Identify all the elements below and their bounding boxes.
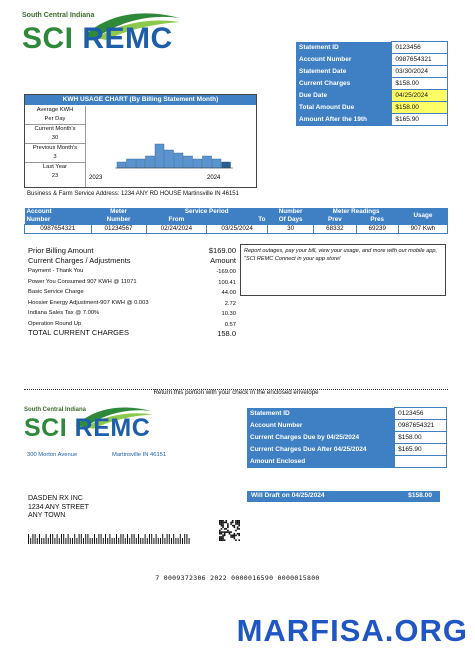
customer-city: ANY TOWN — [28, 512, 66, 519]
usage-bar — [127, 159, 136, 168]
charge-item-label: Indiana Sales Tax @ 7.00% — [28, 310, 100, 316]
customer-address — [28, 495, 89, 521]
remit-label: Current Charges Due After 04/25/2024 — [247, 444, 395, 456]
row-meter: 01234567 — [91, 225, 146, 234]
remit-value: 0987654321 — [395, 420, 447, 432]
current-month-value: 30 — [25, 134, 85, 144]
charge-item-label: Power You Consumed 907 KWH @ 11071 — [28, 278, 137, 285]
summary-label: Due Date — [296, 90, 392, 102]
remit-label: Statement ID — [247, 408, 395, 420]
usage-bar — [203, 156, 212, 168]
table-row — [247, 444, 447, 456]
remit-value: $158.00 — [395, 432, 447, 444]
remit-label: Amount Enclosed — [247, 456, 395, 468]
col-to: To — [207, 216, 268, 225]
col-meter-readings: Meter Readings — [314, 208, 399, 216]
logo-brand — [22, 24, 173, 54]
row-days: 30 — [267, 225, 313, 234]
amount-enclosed-field[interactable] — [395, 456, 447, 468]
table-row — [247, 420, 447, 432]
usage-bar — [155, 144, 164, 168]
app-notice — [240, 244, 446, 296]
service-table-wrap — [24, 208, 448, 234]
col-number: Number — [267, 208, 313, 216]
row-from: 02/24/2024 — [146, 225, 207, 234]
service-address: Business & Farm Service Address: 1234 ANY RD HOUSE Martinsville IN 46151 — [27, 191, 239, 197]
remit-logo-region: South Central Indiana — [24, 407, 87, 413]
charge-item-amount: 44.00 — [221, 290, 236, 296]
summary-label: Account Number — [296, 54, 392, 66]
remit-summary — [247, 407, 447, 468]
remit-address-city: Martinsville IN 46151 — [112, 452, 167, 458]
logo-brand-left: SCI — [22, 22, 74, 55]
prior-billing-amount: $169.00 — [208, 246, 236, 255]
charge-item-amount: 10.30 — [221, 311, 236, 317]
remit-label: Account Number — [247, 420, 395, 432]
previous-month-value: 3 — [25, 153, 85, 163]
summary-label: Amount After the 19th — [296, 114, 392, 126]
app-notice-text: Report outages, pay your bill, view your usage, and more with our mobile app, "SCI REMC Connect in your app store! — [244, 248, 438, 262]
company-logo — [22, 8, 182, 58]
service-table — [24, 208, 448, 234]
prior-billing-label: Prior Billing Amount — [28, 246, 94, 255]
row-usage: 907 Kwh — [398, 225, 447, 234]
col-from: From — [146, 216, 207, 225]
summary-label: Current Charges — [296, 78, 392, 90]
customer-street: 1234 ANY STREET — [28, 503, 89, 511]
charge-item-amount: 100.41 — [218, 279, 236, 286]
remit-brand-right: REMC — [74, 414, 151, 442]
usage-x-start-label: 2023 — [89, 175, 103, 181]
draft-amount: $158.00 — [408, 492, 432, 499]
summary-value: 0123456 — [392, 42, 448, 54]
charge-item-label: Operation Round Up — [28, 320, 82, 327]
total-charges-amount: 158.0 — [217, 329, 236, 338]
col-pres: Pres — [356, 216, 398, 225]
row-prev: 68332 — [314, 225, 356, 234]
usage-bar-chart — [87, 106, 255, 186]
summary-label: Statement Date — [296, 66, 392, 78]
return-instruction: Return this portion with your check in the enclosed envelope — [153, 389, 319, 396]
usage-bar — [117, 162, 126, 168]
row-to: 03/25/2024 — [207, 225, 268, 234]
table-row — [296, 114, 448, 126]
remit-value: 0123456 — [395, 408, 447, 420]
usage-bar — [184, 156, 193, 168]
table-row — [247, 432, 447, 444]
charge-item-amount: 2.72 — [224, 300, 236, 307]
draft-label: Will Draft on 04/25/2024 — [251, 492, 325, 499]
usage-bar — [136, 159, 145, 168]
usage-bar — [174, 153, 183, 168]
usage-x-end-label: 2024 — [207, 175, 221, 181]
usage-bar — [222, 162, 231, 168]
charge-item-amount: 0.57 — [224, 321, 236, 328]
previous-month-label: Previous Month's — [32, 145, 78, 151]
col-meter: Meter — [91, 208, 146, 216]
remit-logo-brand — [24, 416, 150, 441]
table-row — [296, 90, 448, 102]
summary-value: 03/30/2024 — [392, 66, 448, 78]
remit-address-street: 300 Morton Avenue — [27, 452, 78, 458]
charge-item-label: Hoosier Energy Adjustment-907 KWH @ 0.003 — [28, 299, 149, 306]
col-prev: Prev — [314, 216, 356, 225]
usage-chart-title: KWH USAGE CHART (By Billing Statement Month) — [25, 95, 256, 105]
summary-value: $158.00 — [392, 102, 448, 114]
draft-banner — [247, 491, 440, 502]
amount-header: Amount — [210, 256, 236, 265]
charge-item-amount: -169.00 — [216, 269, 236, 275]
usage-bar — [193, 159, 202, 168]
avg-kwh-sublabel: Per Day — [25, 115, 85, 125]
last-year-label: Last Year — [42, 164, 68, 170]
total-charges-label: TOTAL CURRENT CHARGES — [28, 328, 129, 337]
table-row — [296, 102, 448, 114]
current-month-label: Current Month's — [34, 126, 76, 132]
usage-chart-box — [24, 94, 257, 188]
table-row — [247, 408, 447, 420]
usage-chart-stats — [25, 106, 86, 187]
remit-value: $165.90 — [395, 444, 447, 456]
postal-barcode — [28, 534, 193, 544]
row-account: 0987654321 — [25, 225, 92, 234]
col-account: Account — [25, 208, 92, 216]
avg-kwh-label: Average KWH — [36, 107, 74, 113]
current-adjustments-label: Current Charges / Adjustments — [28, 256, 131, 265]
col-usage: Usage — [398, 208, 447, 225]
summary-value: 0987654321 — [392, 54, 448, 66]
remit-brand-left: SCI — [24, 414, 68, 442]
table-row — [25, 225, 448, 234]
col-meter-number: Number — [91, 216, 146, 225]
ocr-scan-line: 7 0009372306 2022 0000016590 0000015800 — [155, 574, 320, 582]
customer-name: DASDEN RX INC — [28, 495, 83, 502]
charges-section — [28, 244, 236, 344]
usage-bar — [165, 150, 174, 168]
charge-item-label: Basic Service Charge — [28, 289, 84, 295]
col-service-period: Service Period — [146, 208, 267, 216]
remit-label: Current Charges Due by 04/25/2024 — [247, 432, 395, 444]
summary-label: Statement ID — [296, 42, 392, 54]
col-account-number: Number — [25, 216, 92, 225]
remit-logo — [24, 403, 154, 445]
table-row — [296, 42, 448, 54]
table-row — [296, 78, 448, 90]
logo-region-text: South Central Indiana — [22, 12, 95, 19]
summary-value: 04/25/2024 — [392, 90, 448, 102]
site-watermark: MARFISA.ORG — [236, 613, 468, 648]
summary-value: $165.90 — [392, 114, 448, 126]
logo-brand-right: REMC — [82, 22, 173, 55]
last-year-value: 23 — [51, 173, 59, 179]
table-row — [296, 66, 448, 78]
charge-item-label: Payment - Thank You — [28, 268, 84, 274]
col-days: Of Days — [267, 216, 313, 225]
summary-value: $158.00 — [392, 78, 448, 90]
qr-code-icon — [219, 520, 240, 541]
row-pres: 69239 — [356, 225, 398, 234]
statement-summary — [296, 41, 448, 126]
summary-label: Total Amount Due — [296, 102, 392, 114]
usage-bar — [146, 156, 155, 168]
table-row — [296, 54, 448, 66]
usage-bar — [212, 159, 221, 168]
table-row — [247, 456, 447, 468]
